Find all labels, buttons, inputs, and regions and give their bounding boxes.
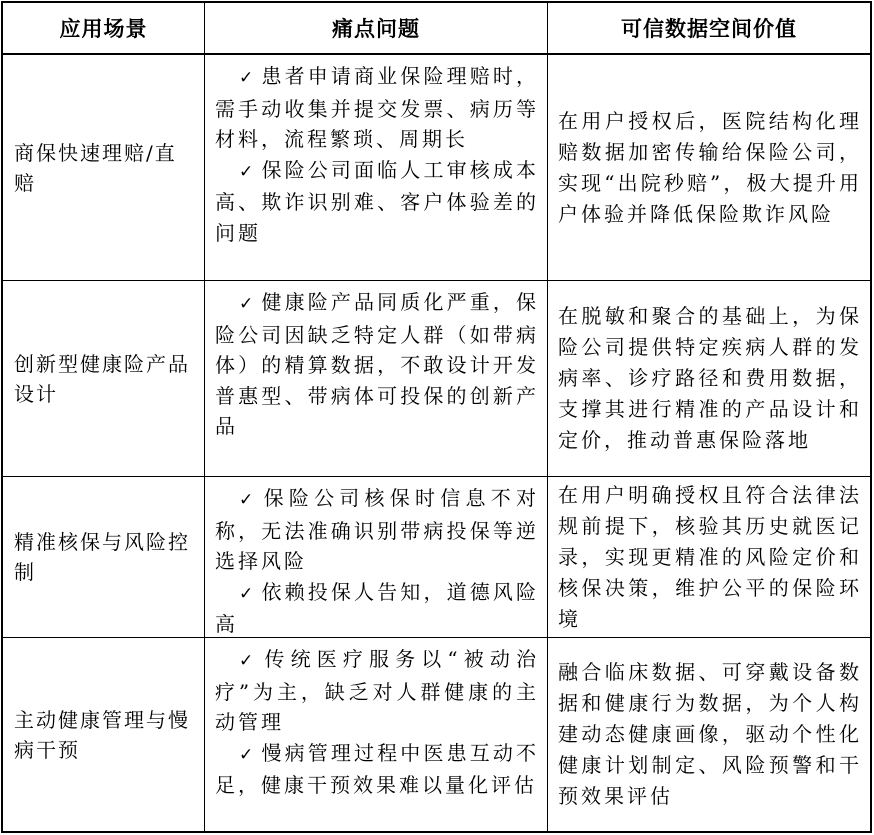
- scenario-text: 商保快速理赔/直赔: [14, 140, 177, 195]
- pain-points-cell: [205, 638, 548, 831]
- scenario-table: [1, 1, 872, 833]
- value-cell: [548, 477, 870, 638]
- scenario-cell: [3, 477, 205, 638]
- pain-point-text: 健康险产品同质化严重，保险公司因缺乏特定人群（如带病体）的精算数据，不敢设计开发普惠型、带病体可投保的创新产品: [215, 290, 539, 438]
- value-text: 在用户授权后，医院结构化理赔数据加密传输给保险公司，实现“出院秒赔”，极大提升用户体验并降低保险欺诈风险: [558, 108, 862, 226]
- check-icon: ✓: [239, 583, 257, 604]
- pain-points-cell: [205, 55, 548, 281]
- header-scenario: 应用场景: [3, 3, 205, 55]
- scenario-cell: [3, 638, 205, 831]
- pain-point-item: [215, 287, 539, 442]
- header-pain-points: 痛点问题: [205, 3, 548, 55]
- pain-point-text: 保险公司面临人工审核成本高、欺诈识别难、客户体验差的问题: [215, 157, 539, 245]
- pain-points-cell: [205, 477, 548, 638]
- scenario-text: 主动健康管理与慢病干预: [14, 707, 190, 762]
- check-icon: ✓: [239, 294, 257, 314]
- check-icon: ✓: [239, 68, 257, 88]
- pain-point-text: 保险公司核保时信息不对称，无法准确识别带病投保等逆选择风险: [215, 486, 539, 573]
- scenario-text: 精准核保与风险控制: [14, 530, 190, 584]
- value-cell: [548, 638, 870, 831]
- pain-point-item: [215, 644, 539, 738]
- value-text: 在脱敏和聚合的基础上，为保险公司提供特定疾病人群的发病率、诊疗路径和费用数据，支撑其进行精准的产品设计和定价，推动普惠保险落地: [558, 304, 862, 452]
- pain-point-text: 患者申请商业保险理赔时，需手动收集并提交发票、病历等材料，流程繁琐、周期长: [215, 64, 539, 151]
- value-cell: [548, 55, 870, 281]
- scenario-cell: [3, 55, 205, 281]
- pain-point-text: 依赖投保人告知，道德风险高: [215, 579, 539, 636]
- scenario-cell: [3, 281, 205, 477]
- pain-point-item: [215, 155, 539, 249]
- value-text: 在用户明确授权且符合法律法规前提下，核验其历史就医记录，实现更精准的风险定价和核保决策，维护公平的保险环境: [558, 482, 862, 631]
- scenario-text: 创新型健康险产品设计: [14, 351, 190, 406]
- value-cell: [548, 281, 870, 477]
- check-icon: ✓: [239, 744, 257, 765]
- pain-point-text: 传统医疗服务以“被动治疗”为主，缺乏对人群健康的主动管理: [215, 647, 539, 734]
- check-icon: ✓: [239, 490, 257, 510]
- pain-point-text: 慢病管理过程中医患互动不足，健康干预效果难以量化评估: [215, 740, 539, 797]
- check-icon: ✓: [239, 161, 257, 182]
- pain-points-cell: [205, 281, 548, 477]
- pain-point-item: [215, 738, 539, 801]
- check-icon: ✓: [239, 651, 257, 671]
- pain-point-item: [215, 61, 539, 155]
- pain-point-item: [215, 577, 539, 639]
- value-text: 融合临床数据、可穿戴设备数据和健康行为数据，为个人构建动态健康画像，驱动个性化健康计划制定、风险预警和干预效果评估: [558, 660, 862, 808]
- pain-point-item: [215, 483, 539, 577]
- header-value: 可信数据空间价值: [548, 3, 870, 55]
